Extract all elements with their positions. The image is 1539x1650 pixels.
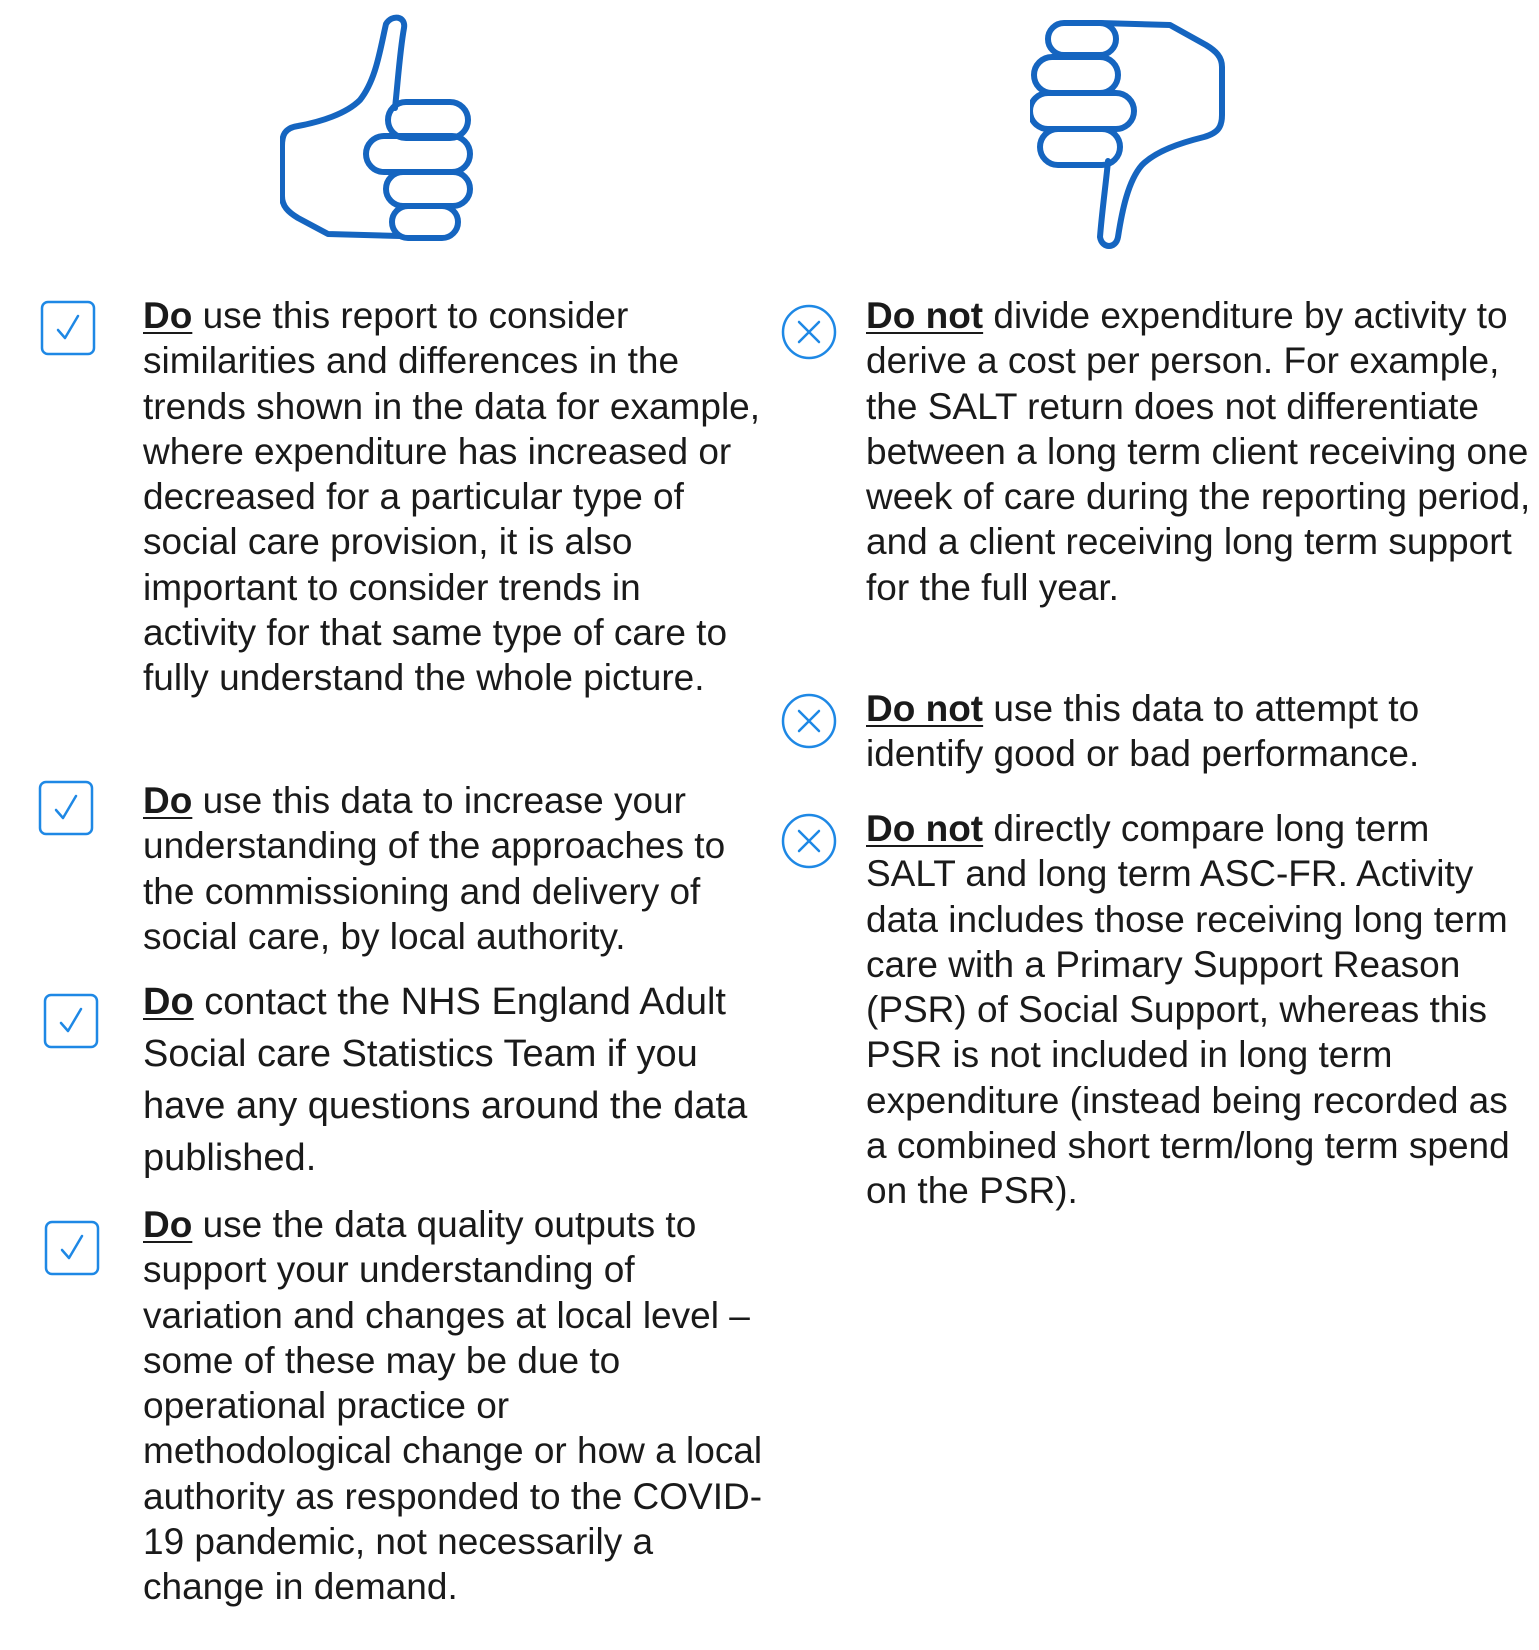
checkbox-checked-icon xyxy=(38,780,94,836)
checkbox-checked-icon xyxy=(40,300,96,356)
checkbox-checked-icon xyxy=(43,993,99,1049)
do-item xyxy=(143,293,763,701)
circle-x-icon xyxy=(781,693,837,749)
do-item xyxy=(143,1202,768,1610)
do-lead: Do xyxy=(143,295,193,336)
do-lead: Do xyxy=(143,981,194,1023)
dont-item xyxy=(866,293,1536,610)
dont-lead: Do not xyxy=(866,295,984,336)
do-item xyxy=(143,778,763,959)
circle-x-icon xyxy=(781,304,837,360)
dont-item xyxy=(866,806,1516,1214)
thumbs-down-icon xyxy=(1030,15,1240,255)
do-text: use the data quality outputs to support your understanding of variation and changes at local level – some of these may be due to operational practice or methodological change or how a local authority as responded to the COVID-19 pandemic, not necessarily a change in demand. xyxy=(143,1204,763,1608)
do-lead: Do xyxy=(143,1204,193,1245)
do-text: use this data to increase your understanding of the approaches to the commissioning and delivery of social care, by local authority. xyxy=(143,780,726,957)
do-text: contact the NHS England Adult Social care Statistics Team if you have any questions around the data published. xyxy=(143,981,748,1179)
dont-text: directly compare long term SALT and long term ASC-FR. Activity data includes those receiving long term care with a Primary Support Reason (PSR) of Social Support, whereas this PSR is not included in long term expenditure (instead being recorded as a combined short term/long term spend on the PSR). xyxy=(866,808,1510,1212)
dont-lead: Do not xyxy=(866,688,984,729)
circle-x-icon xyxy=(781,813,837,869)
checkbox-checked-icon xyxy=(44,1220,100,1276)
dont-text: use this data to attempt to identify good or bad performance. xyxy=(866,688,1420,775)
do-text: use this report to consider similarities and differences in the trends shown in the data for example, where expenditure has increased or decreased for a particular type of social care provision, it is also important to consider trends in activity for that same type of care to fully understand the whole picture. xyxy=(143,295,761,699)
thumbs-up-icon xyxy=(280,10,490,250)
do-lead: Do xyxy=(143,780,193,821)
dont-item xyxy=(866,686,1516,777)
dont-text: divide expenditure by activity to derive a cost per person. For example, the SALT return does not differentiate between a long term client receiving one week of care during the reporting period, and a client receiving long term support for the full year. xyxy=(866,295,1531,608)
dont-lead: Do not xyxy=(866,808,984,849)
do-item xyxy=(143,976,773,1184)
